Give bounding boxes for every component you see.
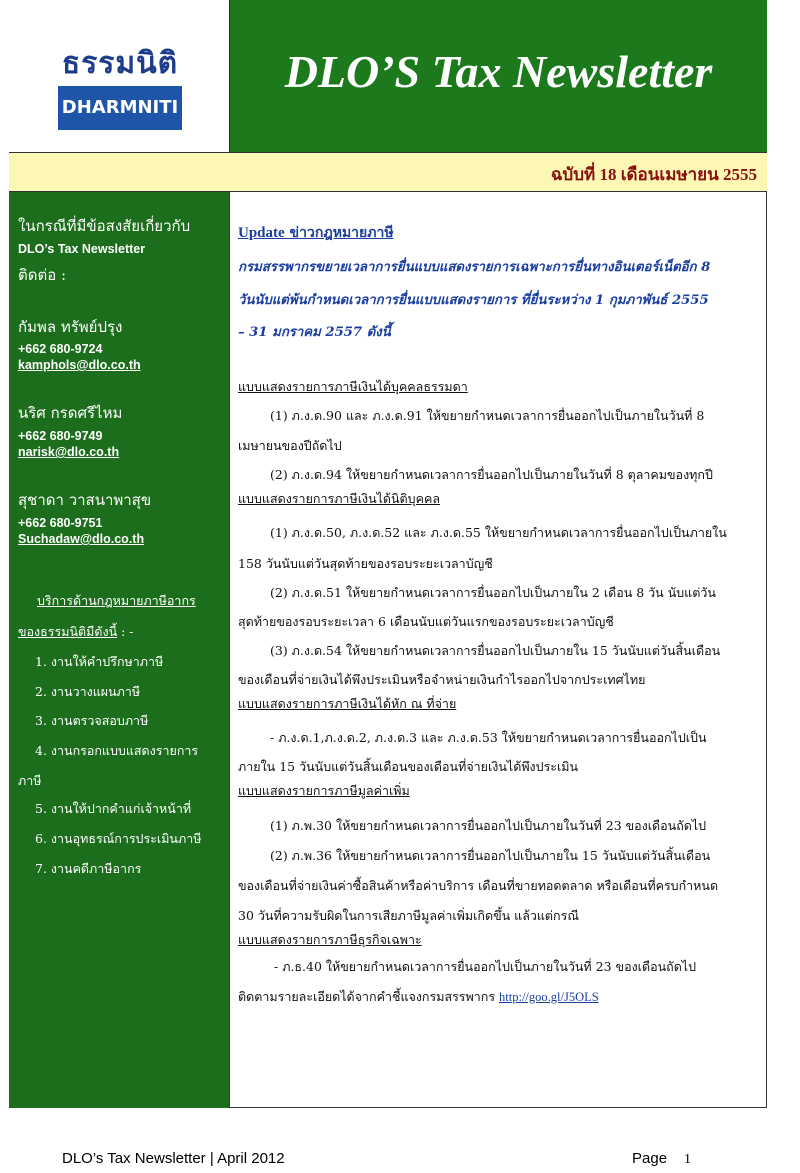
section-heading: แบบแสดงรายการภาษีมูลค่าเพิ่ม bbox=[238, 783, 410, 798]
section-heading: แบบแสดงรายการภาษีธุรกิจเฉพาะ bbox=[238, 932, 422, 947]
contact-name: นริศ กรดศรีไหม bbox=[18, 404, 123, 422]
article-headline: – 31 มกราคม 2557 ดังนี้ bbox=[238, 325, 391, 340]
body-line: ภายใน 15 วันนับแต่วันสิ้นเดือนของเดือนที่จ่ายเงินได้พึงประเมิน bbox=[238, 759, 579, 774]
section-heading: แบบแสดงรายการภาษีเงินได้บุคคลธรรมดา bbox=[238, 379, 468, 394]
logo-thai-text: ธรรมนิติ bbox=[58, 42, 182, 86]
article-headline: วันนับแต่พ้นกำหนดเวลาการยื่นแบบแสดงรายการ ที่ยื่นระหว่าง 1 กุมภาพันธ์ 2555 bbox=[238, 293, 709, 308]
sidebar-newsletter-name: DLO’s Tax Newsletter bbox=[18, 242, 146, 256]
update-thai-label: ข่าวกฎหมายภาษี bbox=[284, 225, 394, 241]
article-headline: กรมสรรพากรขยายเวลาการยื่นแบบแสดงรายการเฉพาะการยื่นทางอินเตอร์เน็ตอีก 8 bbox=[238, 260, 711, 275]
body-line: สุดท้ายของรอบระยะเวลา 6 เดือนนับแต่วันแรกของรอบระยะเวลาบัญชี bbox=[238, 614, 614, 629]
body-line: (2) ภ.ง.ด.94 ให้ขยายกำหนดเวลาการยื่นออกไปเป็นภายในวันที่ 8 ตุลาคมของทุกปี bbox=[270, 467, 713, 482]
body-line: ของเดือนที่จ่ายเงินได้พึงประเมินหรือจำหน่ายเงินกำไรออกไปจากประเทศไทย bbox=[238, 672, 646, 687]
body-line: ของเดือนที่จ่ายเงินค่าซื้อสินค้าหรือค่าบริการ เดือนที่ขายทอดตลาด หรือเดือนที่ครบกำหนด bbox=[238, 878, 719, 893]
issue-label: ฉบับที่ 18 เดือนเมษายน 2555 bbox=[550, 165, 757, 184]
body-line: - ภ.ง.ด.1,ภ.ง.ด.2, ภ.ง.ด.3 และ ภ.ง.ด.53 ให้ขยายกำหนดเวลาการยื่นออกไปเป็น bbox=[270, 730, 707, 745]
contact-name: สุชาดา วาสนาพาสุข bbox=[18, 491, 152, 509]
contact-email-link[interactable]: kamphols@dlo.co.th bbox=[18, 358, 141, 372]
reference-text: ติดตามรายละเอียดได้จากคำชี้แจงกรมสรรพากร bbox=[238, 989, 500, 1004]
contact-phone: +662 680-9749 bbox=[18, 429, 103, 443]
contact-name: กัมพล ทรัพย์ปรุง bbox=[18, 318, 123, 336]
services-heading-2-text: ของธรรมนิติมีดังนี้ bbox=[18, 624, 118, 639]
service-item: 6. งานอุทธรณ์การประเมินภาษี bbox=[35, 831, 202, 846]
body-line: (2) ภ.ง.ด.51 ให้ขยายกำหนดเวลาการยื่นออกไปเป็นภายใน 2 เดือน 8 วัน นับแต่วัน bbox=[270, 585, 716, 600]
dharmniti-logo bbox=[58, 42, 182, 130]
update-label: Update bbox=[238, 225, 285, 241]
body-line: 30 วันที่ความรับผิดในการเสียภาษีมูลค่าเพิ่มเกิดขึ้น แล้วแต่กรณี bbox=[238, 908, 579, 923]
services-heading-2 bbox=[18, 622, 134, 642]
service-item: ภาษี bbox=[18, 773, 42, 788]
main-article bbox=[230, 192, 767, 1108]
body-line: - ภ.ธ.40 ให้ขยายกำหนดเวลาการยื่นออกไปเป็นภายในวันที่ 23 ของเดือนถัดไป bbox=[274, 959, 697, 974]
body-line: (3) ภ.ง.ด.54 ให้ขยายกำหนดเวลาการยื่นออกไปเป็นภายใน 15 วันนับแต่วันสิ้นเดือน bbox=[270, 643, 721, 658]
section-heading: แบบแสดงรายการภาษีเงินได้นิติบุคคล bbox=[238, 491, 440, 506]
service-item: 5. งานให้ปากคำแก่เจ้าหน้าที่ bbox=[35, 801, 192, 816]
newsletter-title: DLO’S Tax Newsletter bbox=[284, 46, 713, 97]
service-item: 4. งานกรอกแบบแสดงรายการ bbox=[35, 743, 199, 758]
body-line: (2) ภ.พ.36 ให้ขยายกำหนดเวลาการยื่นออกไปเป็นภายใน 15 วันนับแต่วันสิ้นเดือน bbox=[270, 848, 711, 863]
header-banner bbox=[230, 0, 767, 152]
sidebar-intro-line: ในกรณีที่มีข้อสงสัยเกี่ยวกับ bbox=[18, 217, 191, 235]
contact-sidebar bbox=[9, 192, 230, 1108]
contact-email-link[interactable]: narisk@dlo.co.th bbox=[18, 445, 120, 459]
update-heading bbox=[238, 222, 394, 244]
body-line: (1) ภ.ง.ด.50, ภ.ง.ด.52 และ ภ.ง.ด.55 ให้ขยายกำหนดเวลาการยื่นออกไปเป็นภายใน bbox=[270, 525, 727, 540]
service-item: 1. งานให้คำปรึกษาภาษี bbox=[35, 654, 164, 669]
service-item: 2. งานวางแผนภาษี bbox=[35, 684, 141, 699]
service-item: 7. งานคดีภาษีอากร bbox=[35, 861, 142, 876]
sidebar-contact-label: ติดต่อ : bbox=[18, 266, 67, 284]
service-item: 3. งานตรวจสอบภาษี bbox=[35, 713, 149, 728]
issue-bar bbox=[9, 152, 767, 192]
contact-phone: +662 680-9751 bbox=[18, 516, 103, 530]
services-heading-2-suffix: : - bbox=[117, 624, 134, 639]
body-line: (1) ภ.ง.ด.90 และ ภ.ง.ด.91 ให้ขยายกำหนดเวลาการยื่นออกไปเป็นภายในวันที่ 8 bbox=[270, 408, 705, 423]
reference-line bbox=[238, 987, 763, 1007]
body-line: เมษายนของปีถัดไป bbox=[238, 438, 342, 453]
contact-email-link[interactable]: Suchadaw@dlo.co.th bbox=[18, 532, 145, 546]
reference-link[interactable]: http://goo.gl/J5OLS bbox=[499, 990, 599, 1004]
body-line: 158 วันนับแต่วันสุดท้ายของรอบระยะเวลาบัญชี bbox=[238, 556, 493, 571]
footer-title: DLO’s Tax Newsletter | April 2012 bbox=[62, 1150, 285, 1167]
logo-english-text: DHARMNITI bbox=[58, 86, 182, 130]
footer-page-label: Page bbox=[632, 1150, 668, 1167]
contact-phone: +662 680-9724 bbox=[18, 342, 103, 356]
body-line: (1) ภ.พ.30 ให้ขยายกำหนดเวลาการยื่นออกไปเป็นภายในวันที่ 23 ของเดือนถัดไป bbox=[270, 818, 707, 833]
section-heading: แบบแสดงรายการภาษีเงินได้หัก ณ ที่จ่าย bbox=[238, 696, 457, 711]
footer-page-number: 1 bbox=[684, 1152, 691, 1167]
logo-area bbox=[9, 0, 230, 152]
services-heading: บริการด้านกฎหมายภาษีอากร bbox=[37, 593, 196, 608]
